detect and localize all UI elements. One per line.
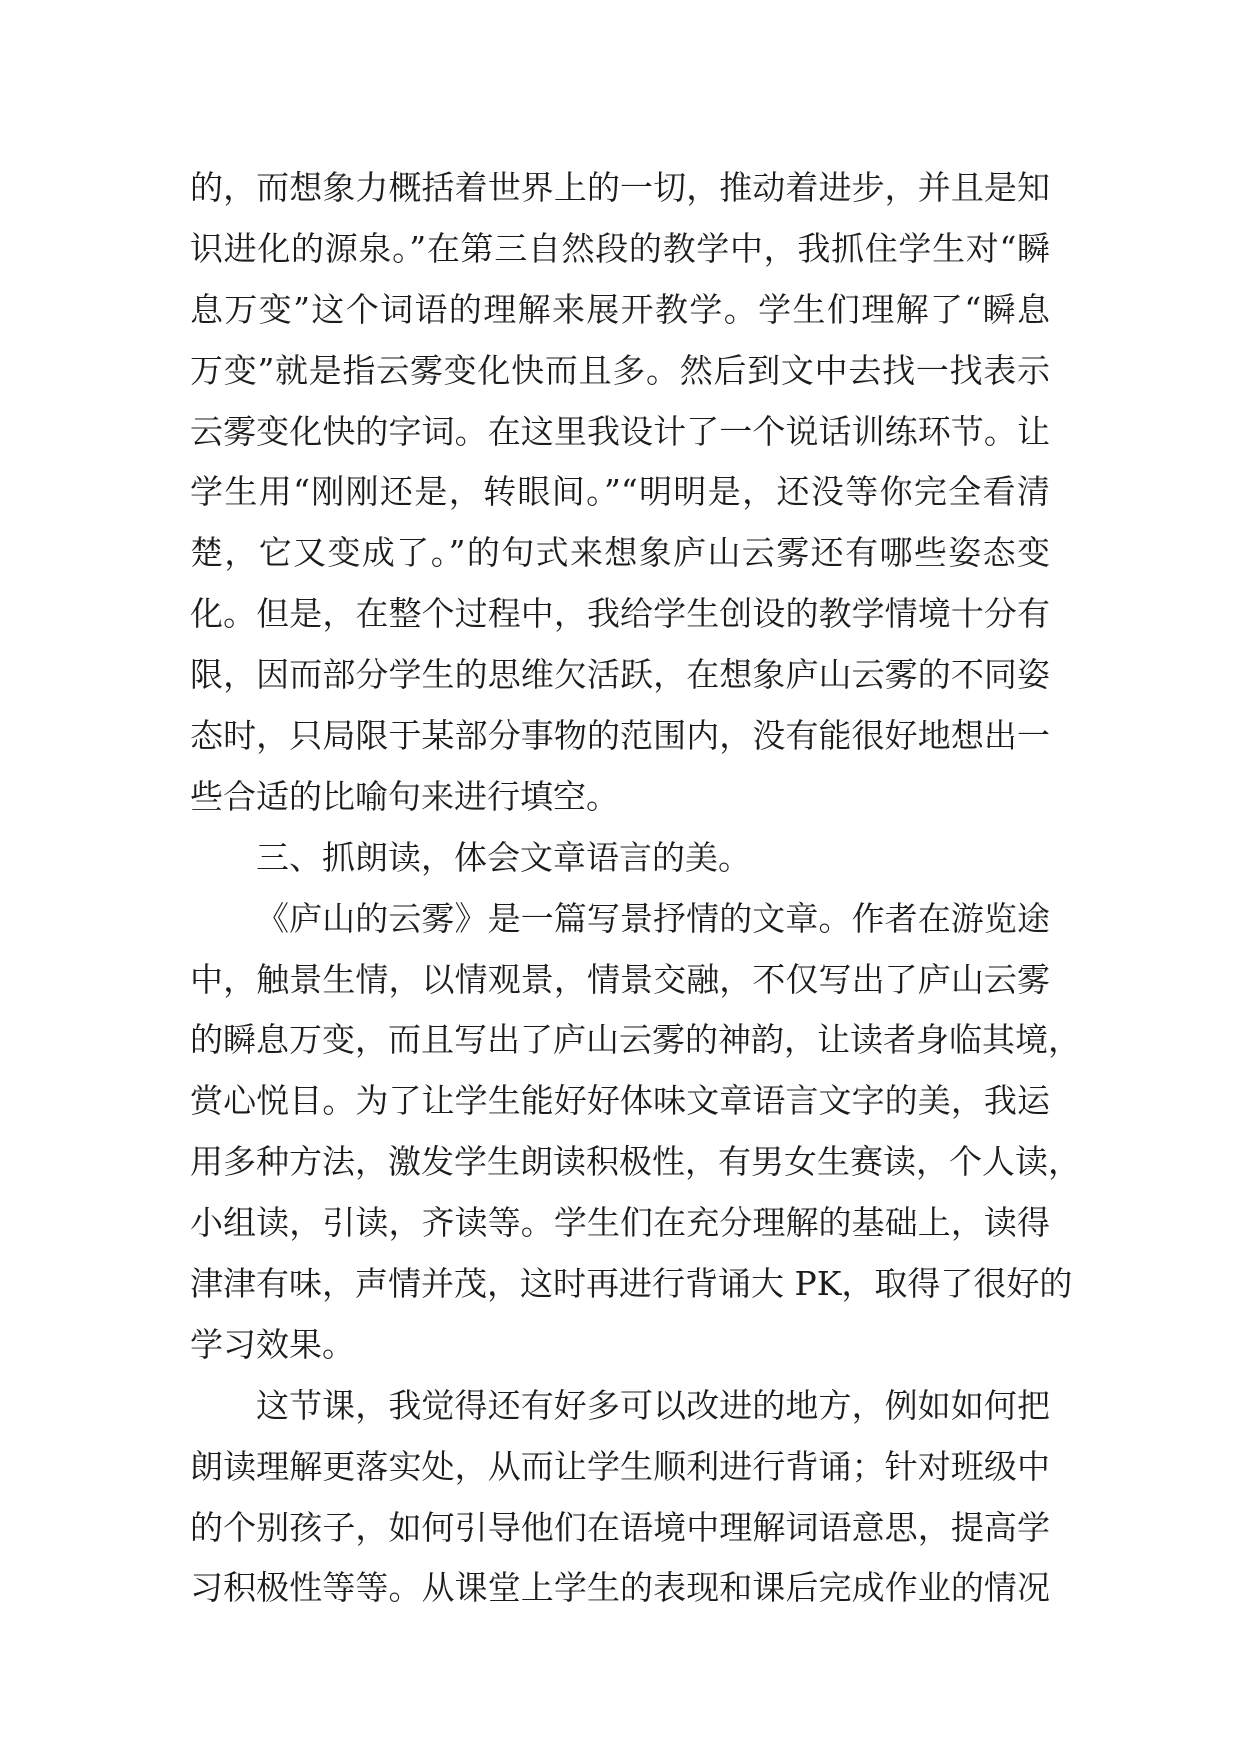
text-line: 习积极性等等。从课堂上学生的表现和课后完成作业的情况 bbox=[190, 1568, 1050, 1608]
text-line: 朗读理解更落实处，从而让学生顺利进行背诵；针对班级中 bbox=[190, 1446, 1050, 1486]
section-heading: 三、抓朗读，体会文章语言的美。 bbox=[256, 837, 751, 877]
body-text bbox=[190, 158, 1081, 1619]
text-line: 万变”就是指云雾变化快而且多。然后到文中去找一找表示 bbox=[190, 350, 1050, 390]
text-line: 赏心悦目。为了让学生能好好体味文章语言文字的美，我运 bbox=[190, 1081, 1050, 1121]
text-line: 识进化的源泉。”在第三自然段的教学中，我抓住学生对“瞬 bbox=[190, 228, 1050, 268]
text-line: 学习效果。 bbox=[190, 1324, 355, 1364]
text-line: 的瞬息万变，而且写出了庐山云雾的神韵，让读者身临其境， bbox=[190, 1020, 1081, 1060]
text-line: 息万变”这个词语的理解来展开教学。学生们理解了“瞬息 bbox=[190, 289, 1050, 329]
text-line: 的个别孩子，如何引导他们在语境中理解词语意思，提高学 bbox=[190, 1507, 1050, 1547]
text-line: 津津有味，声情并茂，这时再进行背诵大 PK，取得了很好的 bbox=[190, 1264, 1073, 1304]
text-line: 中，触景生情，以情观景，情景交融，不仅写出了庐山云雾 bbox=[190, 959, 1050, 999]
text-line: 这节课，我觉得还有好多可以改进的地方，例如如何把 bbox=[256, 1385, 1050, 1425]
text-line: 的，而想象力概括着世界上的一切，推动着进步，并且是知 bbox=[190, 168, 1050, 207]
text-line: 态时，只局限于某部分事物的范围内，没有能很好地想出一 bbox=[190, 716, 1050, 756]
text-line: 些合适的比喻句来进行填空。 bbox=[190, 776, 619, 816]
text-line: 小组读，引读，齐读等。学生们在充分理解的基础上，读得 bbox=[190, 1203, 1050, 1243]
text-line: 限，因而部分学生的思维欠活跃，在想象庐山云雾的不同姿 bbox=[190, 655, 1050, 695]
text-line: 《庐山的云雾》是一篇写景抒情的文章。作者在游览途 bbox=[256, 898, 1050, 938]
text-line: 楚，它又变成了。”的句式来想象庐山云雾还有哪些姿态变 bbox=[190, 533, 1050, 573]
text-line: 云雾变化快的字词。在这里我设计了一个说话训练环节。让 bbox=[190, 411, 1050, 451]
text-line: 化。但是，在整个过程中，我给学生创设的教学情境十分有 bbox=[190, 594, 1050, 634]
text-line: 用多种方法，激发学生朗读积极性，有男女生赛读，个人读， bbox=[190, 1142, 1081, 1182]
text-line: 学生用“刚刚还是，转眼间。”“明明是，还没等你完全看清 bbox=[190, 472, 1050, 512]
